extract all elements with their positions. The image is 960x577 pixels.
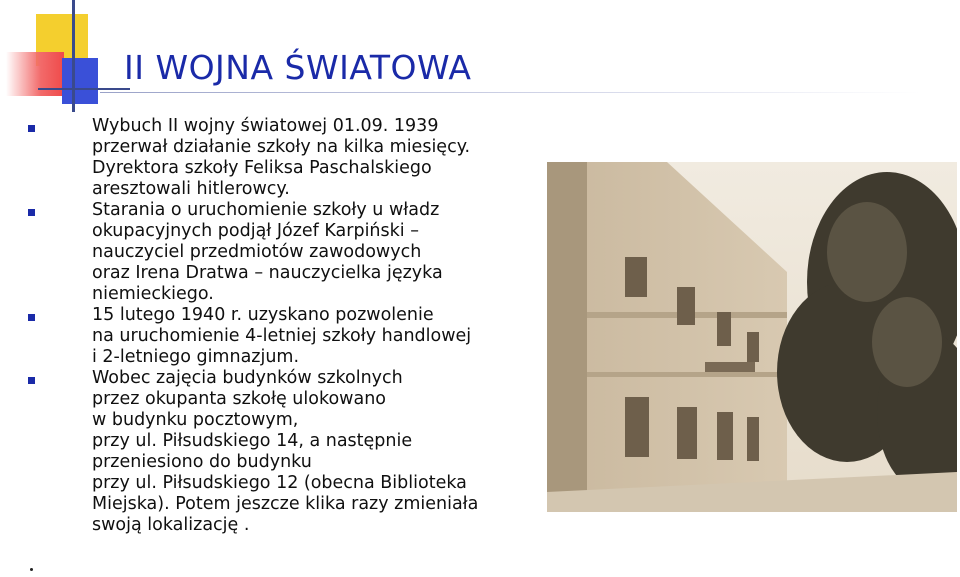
bullet-item xyxy=(28,200,548,305)
logo-horizontal-line xyxy=(38,88,130,90)
stray-dot xyxy=(30,568,33,571)
bullet-text: Wobec zajęcia budynków szkolnych przez okupanta szkołę ulokowano w budynku pocztowym, przy ul. Piłsudskiego 14, a następnie przeniesiono do budynku przy ul. Piłsudskiego 12 (obecna Biblioteka Miejska). Potem jeszcze klika razy zmieniała swoją lokalizację . xyxy=(92,368,479,535)
bullet-text: Wybuch II wojny światowej 01.09. 1939 przerwał działanie szkoły na kilka miesięcy. Dyrektora szkoły Feliksa Paschalskiego aresztowali hitlerowcy. xyxy=(92,116,471,199)
title-divider xyxy=(100,92,920,93)
square-bullet-icon xyxy=(28,125,35,132)
bullet-item xyxy=(28,305,548,368)
bullet-item xyxy=(28,368,548,536)
square-bullet-icon xyxy=(28,377,35,384)
bullet-text: Starania o uruchomienie szkoły u władz okupacyjnych podjął Józef Karpiński – nauczyciel przedmiotów zawodowych oraz Irena Dratwa – nauczycielka języka niemieckiego. xyxy=(92,200,443,304)
building-photo-illustration xyxy=(547,162,957,512)
square-bullet-icon xyxy=(28,209,35,216)
building-photo xyxy=(547,162,957,512)
bullet-item xyxy=(28,116,548,200)
logo-blue-square xyxy=(62,58,98,104)
bullet-list xyxy=(28,116,548,536)
bullet-text: 15 lutego 1940 r. uzyskano pozwolenie na uruchomienie 4-letniej szkoły handlowej i 2-letniego gimnazjum. xyxy=(92,305,472,367)
slide-title: II WOJNA ŚWIATOWA xyxy=(124,48,472,88)
logo-vertical-line xyxy=(72,0,75,112)
square-bullet-icon xyxy=(28,314,35,321)
corner-squares-logo-icon xyxy=(0,0,130,110)
